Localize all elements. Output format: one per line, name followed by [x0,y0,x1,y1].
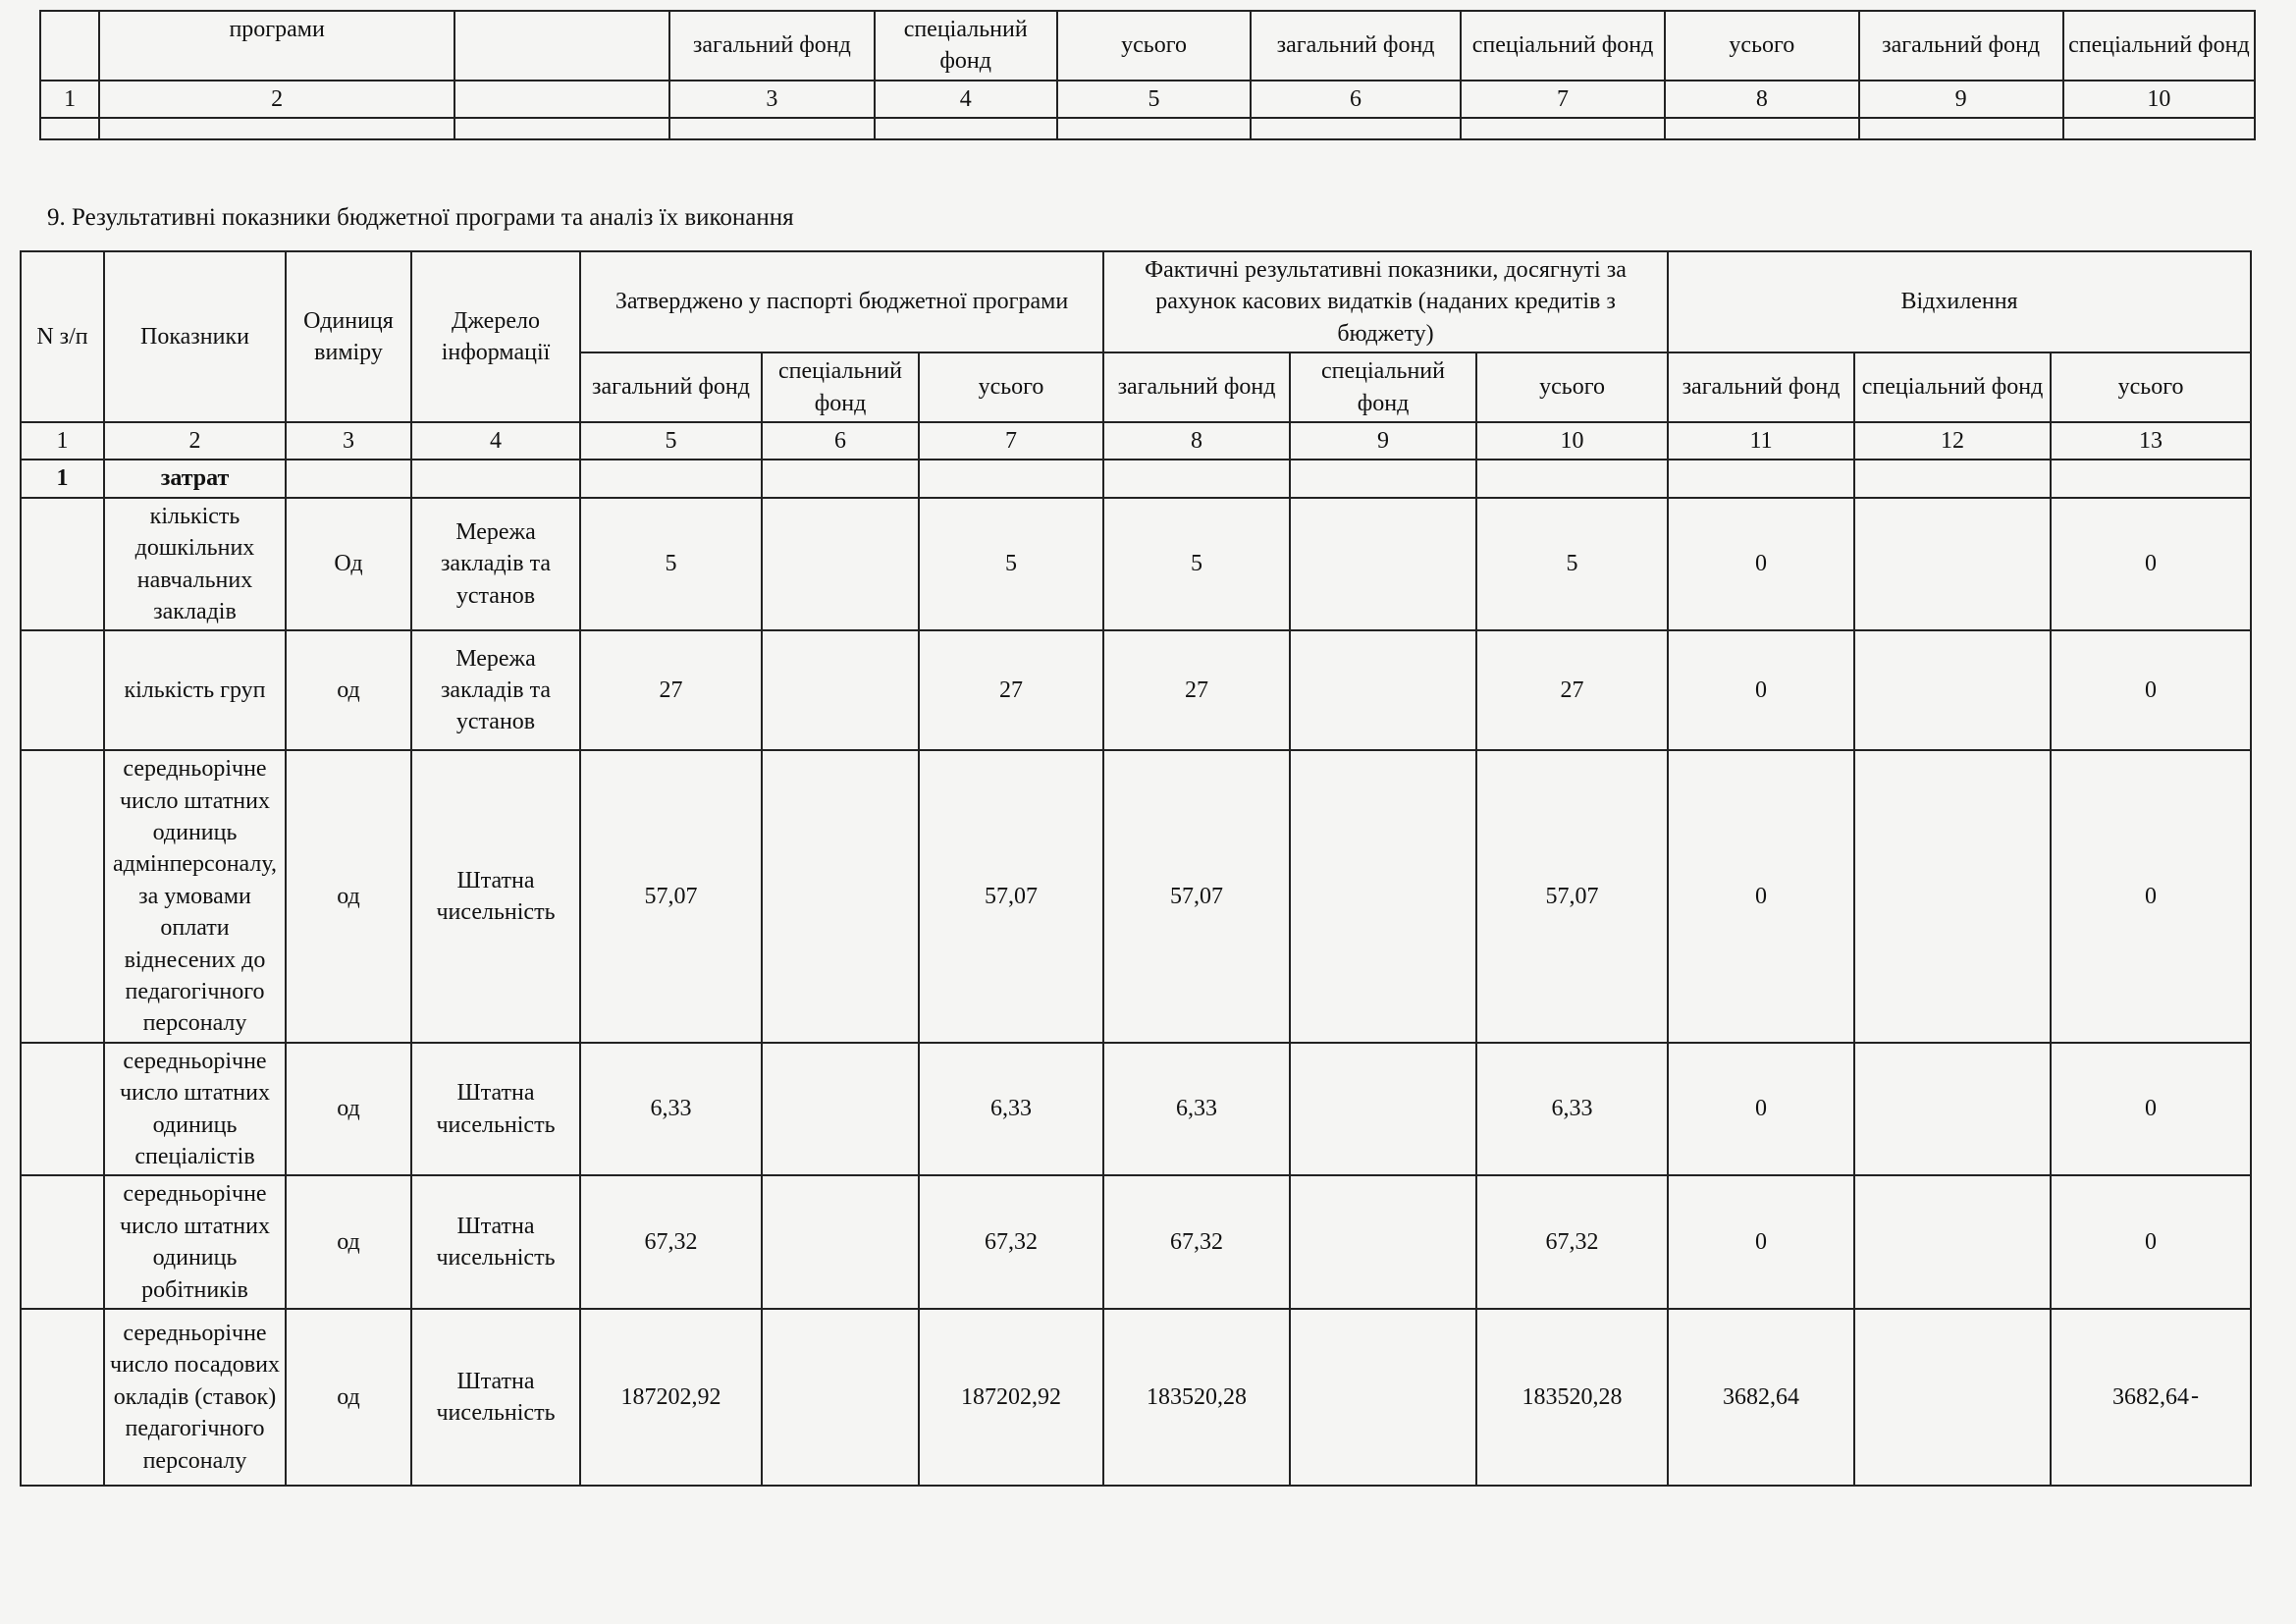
value-cell [1290,1175,1476,1309]
top-col-header: спеціальний фонд [875,11,1057,81]
table-row [21,1309,2251,1486]
empty-cell [1854,460,2051,497]
top-col-header: спеціальний фонд [1461,11,1665,81]
source-cell: Мережа закладів та установ [411,630,580,750]
value-cell [1854,750,2051,1043]
value-cell [1290,750,1476,1043]
sub-header: усього [1476,352,1668,422]
value-cell: 3682,64 [1668,1309,1854,1486]
num-cell [21,1175,104,1309]
table-row [21,1175,2251,1309]
value-cell [1290,1043,1476,1176]
top-num: 5 [1057,81,1251,118]
value-cell: 0 [2051,1175,2251,1309]
value-cell: 5 [580,498,762,631]
unit-cell: од [286,630,411,750]
col-number: 3 [286,422,411,460]
source-cell: Мережа закладів та установ [411,498,580,631]
header-source: Джерело інформації [411,251,580,422]
table-row [21,630,2251,750]
header-unit: Одиниця виміру [286,251,411,422]
value-cell: 67,32 [1103,1175,1290,1309]
sub-header: усього [919,352,1103,422]
value-cell [762,1175,919,1309]
col-number: 5 [580,422,762,460]
value-cell: 5 [919,498,1103,631]
group-num: 1 [21,460,104,497]
value-cell [1290,1309,1476,1486]
num-cell [21,750,104,1043]
unit-cell: од [286,1175,411,1309]
value-cell: 0 [1668,498,1854,631]
top-empty-cell [669,118,874,139]
value-cell: 67,32 [919,1175,1103,1309]
value-cell [762,1309,919,1486]
value-cell: 187202,92 [919,1309,1103,1486]
indicator-name: середньорічне число штатних одиниць адмінперсоналу, за умовами оплати віднесених до педагогічного персоналу [104,750,286,1043]
sub-header: усього [2051,352,2251,422]
value-cell: 0 [2051,630,2251,750]
indicator-name: кількість груп [104,630,286,750]
top-col-header: загальний фонд [669,11,874,81]
unit-cell: од [286,750,411,1043]
value-cell: 5 [1103,498,1290,631]
col-number: 6 [762,422,919,460]
value-cell: 27 [580,630,762,750]
unit-cell: Од [286,498,411,631]
table-row [21,1043,2251,1176]
source-cell: Штатна чисельність [411,1043,580,1176]
value-cell: 3682,64 [2051,1309,2251,1486]
table-row [21,750,2251,1043]
top-num: 3 [669,81,874,118]
top-empty-cell [454,118,669,139]
section-title: 9. Результативні показники бюджетної програми та аналіз їх виконання [47,204,794,231]
header-deviation: Відхилення [1668,251,2251,352]
tail-mark: - [2191,1383,2199,1409]
unit-cell: од [286,1309,411,1486]
value-cell: 27 [1103,630,1290,750]
top-empty-cell [40,118,99,139]
empty-cell [762,460,919,497]
value-cell: 0 [1668,1043,1854,1176]
value-cell: 27 [919,630,1103,750]
top-num: 9 [1859,81,2063,118]
value-cell [1854,1309,2051,1486]
unit-cell: од [286,1043,411,1176]
sub-header: спеціальний фонд [1854,352,2051,422]
top-empty-cell [1057,118,1251,139]
value-cell: 6,33 [1476,1043,1668,1176]
value-cell [1854,1175,2051,1309]
top-num: 4 [875,81,1057,118]
source-cell: Штатна чисельність [411,1309,580,1486]
value-cell [762,1043,919,1176]
col-number: 13 [2051,422,2251,460]
top-empty-cell [875,118,1057,139]
col-number: 8 [1103,422,1290,460]
indicator-name: кількість дошкільних навчальних закладів [104,498,286,631]
col-number: 12 [1854,422,2051,460]
top-empty-cell [1665,118,1858,139]
value-cell: 0 [1668,750,1854,1043]
sub-header: загальний фонд [580,352,762,422]
num-cell [21,1309,104,1486]
value-cell: 57,07 [1476,750,1668,1043]
source-cell: Штатна чисельність [411,1175,580,1309]
source-cell: Штатна чисельність [411,750,580,1043]
col-number: 11 [1668,422,1854,460]
value-cell [762,630,919,750]
value-cell [1854,630,2051,750]
value-cell: 57,07 [1103,750,1290,1043]
col-number: 4 [411,422,580,460]
top-col-header: усього [1665,11,1858,81]
value-cell: 57,07 [580,750,762,1043]
value-cell [1290,498,1476,631]
empty-cell [1476,460,1668,497]
num-cell [21,630,104,750]
value-cell: 5 [1476,498,1668,631]
col-number: 9 [1290,422,1476,460]
top-num: 8 [1665,81,1858,118]
top-empty-cell [99,118,454,139]
top-empty-cell [2063,118,2255,139]
sub-header: спеціальний фонд [1290,352,1476,422]
top-empty-cell [1251,118,1461,139]
empty-cell [1668,460,1854,497]
num-cell [21,498,104,631]
top-col-header: спеціальний фонд [2063,11,2255,81]
group-name: затрат [104,460,286,497]
value-cell: 6,33 [580,1043,762,1176]
sub-header: загальний фонд [1668,352,1854,422]
empty-cell [1103,460,1290,497]
value-cell: 0 [2051,1043,2251,1176]
indicator-name: середньорічне число штатних одиниць робітників [104,1175,286,1309]
value-cell: 67,32 [1476,1175,1668,1309]
header-num: N з/п [21,251,104,422]
empty-cell [580,460,762,497]
data-rows [21,498,2251,1486]
empty-cell [2051,460,2251,497]
sub-header: загальний фонд [1103,352,1290,422]
value-cell: 67,32 [580,1175,762,1309]
previous-section-table [39,10,2256,140]
value-cell [1854,498,2051,631]
value-cell: 183520,28 [1476,1309,1668,1486]
table-row [21,498,2251,631]
empty-cell [1290,460,1476,497]
value-cell: 0 [1668,1175,1854,1309]
value-cell [1290,630,1476,750]
header-indicators: Показники [104,251,286,422]
value-cell: 0 [1668,630,1854,750]
value-cell [1854,1043,2051,1176]
num-cell [21,1043,104,1176]
value-cell: 187202,92 [580,1309,762,1486]
top-program-header: програми [99,11,454,81]
top-num: 6 [1251,81,1461,118]
empty-cell [286,460,411,497]
value-cell: 6,33 [919,1043,1103,1176]
value-cell [762,750,919,1043]
empty-cell [411,460,580,497]
header-approved: Затверджено у паспорті бюджетної програми [580,251,1103,352]
top-blank [40,11,99,81]
value-cell: 6,33 [1103,1043,1290,1176]
value-cell: 183520,28 [1103,1309,1290,1486]
value-cell: 27 [1476,630,1668,750]
empty-cell [919,460,1103,497]
value-cell: 0 [2051,498,2251,631]
top-num-empty [454,81,669,118]
top-empty-cell [1461,118,1665,139]
top-col-header: загальний фонд [1859,11,2063,81]
indicator-name: середньорічне число штатних одиниць спеціалістів [104,1043,286,1176]
results-table [20,250,2252,1487]
col-number: 7 [919,422,1103,460]
top-num: 7 [1461,81,1665,118]
header-actual: Фактичні результативні показники, досягнуті за рахунок касових видатків (наданих кредитів з бюджету) [1103,251,1668,352]
top-header-empty [454,11,669,81]
col-number: 2 [104,422,286,460]
value-cell: 57,07 [919,750,1103,1043]
value-cell: 0 [2051,750,2251,1043]
col-number: 1 [21,422,104,460]
top-col-header: усього [1057,11,1251,81]
sub-header: спеціальний фонд [762,352,919,422]
top-num: 10 [2063,81,2255,118]
col-number: 10 [1476,422,1668,460]
top-num: 2 [99,81,454,118]
indicator-name: середньорічне число посадових окладів (ставок) педагогічного персоналу [104,1309,286,1486]
top-num: 1 [40,81,99,118]
top-empty-cell [1859,118,2063,139]
top-col-header: загальний фонд [1251,11,1461,81]
value-cell [762,498,919,631]
